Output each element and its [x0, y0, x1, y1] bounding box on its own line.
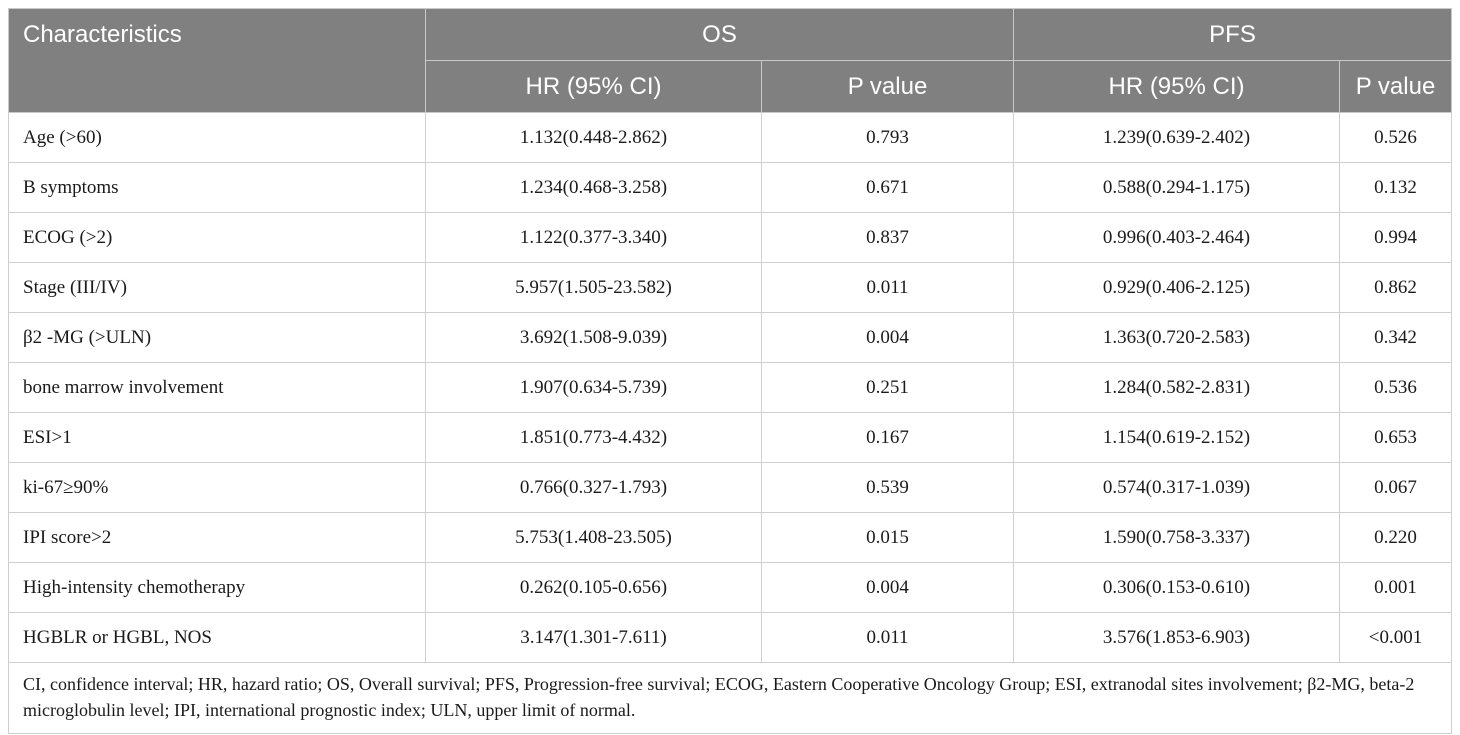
table-row — [9, 113, 1452, 163]
cell-characteristic: ESI>1 — [9, 413, 426, 463]
header-os-p: P value — [762, 61, 1014, 113]
cell-os-hr: 5.957(1.505-23.582) — [426, 263, 762, 313]
footnote: CI, confidence interval; HR, hazard ratio; OS, Overall survival; PFS, Progression-free survival; ECOG, Eastern Cooperative Oncology Group; ESI, extranodal sites involvement; β2-MG, beta-2 microglobulin level; IPI, international prognostic index; ULN, upper limit of normal. — [9, 663, 1452, 734]
cell-os-p: 0.011 — [762, 613, 1014, 663]
cell-pfs-p: 0.536 — [1340, 363, 1452, 413]
cell-pfs-p: 0.132 — [1340, 163, 1452, 213]
cell-os-p: 0.539 — [762, 463, 1014, 513]
cell-os-hr: 5.753(1.408-23.505) — [426, 513, 762, 563]
table-row — [9, 363, 1452, 413]
header-group-os: OS — [426, 9, 1014, 61]
cell-os-hr: 0.766(0.327-1.793) — [426, 463, 762, 513]
cell-characteristic: Age (>60) — [9, 113, 426, 163]
table-row — [9, 163, 1452, 213]
cell-characteristic: ECOG (>2) — [9, 213, 426, 263]
table-row — [9, 313, 1452, 363]
cell-pfs-p: 0.220 — [1340, 513, 1452, 563]
table-body — [9, 113, 1452, 663]
header-characteristics: Characteristics — [9, 9, 426, 113]
table-row — [9, 513, 1452, 563]
cell-characteristic: bone marrow involvement — [9, 363, 426, 413]
cell-os-hr: 3.147(1.301-7.611) — [426, 613, 762, 663]
cell-os-p: 0.251 — [762, 363, 1014, 413]
cell-os-hr: 1.234(0.468-3.258) — [426, 163, 762, 213]
cell-pfs-hr: 1.363(0.720-2.583) — [1014, 313, 1340, 363]
cell-pfs-p: 0.653 — [1340, 413, 1452, 463]
footnote-row — [9, 663, 1452, 734]
cell-os-p: 0.671 — [762, 163, 1014, 213]
table-footer — [9, 663, 1452, 734]
cell-pfs-p: 0.001 — [1340, 563, 1452, 613]
cell-os-p: 0.793 — [762, 113, 1014, 163]
cell-characteristic: β2 -MG (>ULN) — [9, 313, 426, 363]
table-row — [9, 213, 1452, 263]
table-row — [9, 613, 1452, 663]
cell-pfs-hr: 0.588(0.294-1.175) — [1014, 163, 1340, 213]
header-row-groups — [9, 9, 1452, 61]
table-row — [9, 563, 1452, 613]
header-group-pfs: PFS — [1014, 9, 1452, 61]
cell-os-p: 0.837 — [762, 213, 1014, 263]
table-row — [9, 263, 1452, 313]
cell-pfs-hr: 1.590(0.758-3.337) — [1014, 513, 1340, 563]
cell-characteristic: IPI score>2 — [9, 513, 426, 563]
cell-os-p: 0.004 — [762, 313, 1014, 363]
cell-os-p: 0.015 — [762, 513, 1014, 563]
cell-os-p: 0.167 — [762, 413, 1014, 463]
table-row — [9, 413, 1452, 463]
cell-characteristic: Stage (III/IV) — [9, 263, 426, 313]
header-pfs-p: P value — [1340, 61, 1452, 113]
table-header — [9, 9, 1452, 113]
cell-os-hr: 3.692(1.508-9.039) — [426, 313, 762, 363]
cell-pfs-p: 0.526 — [1340, 113, 1452, 163]
cell-os-hr: 1.907(0.634-5.739) — [426, 363, 762, 413]
cell-characteristic: High-intensity chemotherapy — [9, 563, 426, 613]
cell-characteristic: HGBLR or HGBL, NOS — [9, 613, 426, 663]
results-table-container — [8, 8, 1451, 734]
cell-os-hr: 1.132(0.448-2.862) — [426, 113, 762, 163]
cell-pfs-hr: 1.154(0.619-2.152) — [1014, 413, 1340, 463]
cell-characteristic: ki-67≥90% — [9, 463, 426, 513]
cell-os-hr: 1.851(0.773-4.432) — [426, 413, 762, 463]
header-os-hr: HR (95% CI) — [426, 61, 762, 113]
cox-regression-table — [8, 8, 1452, 734]
cell-pfs-hr: 0.929(0.406-2.125) — [1014, 263, 1340, 313]
cell-pfs-p: 0.994 — [1340, 213, 1452, 263]
cell-pfs-hr: 1.239(0.639-2.402) — [1014, 113, 1340, 163]
cell-pfs-hr: 0.996(0.403-2.464) — [1014, 213, 1340, 263]
cell-os-p: 0.011 — [762, 263, 1014, 313]
cell-pfs-hr: 0.574(0.317-1.039) — [1014, 463, 1340, 513]
cell-pfs-p: 0.342 — [1340, 313, 1452, 363]
cell-characteristic: B symptoms — [9, 163, 426, 213]
table-row — [9, 463, 1452, 513]
cell-pfs-p: <0.001 — [1340, 613, 1452, 663]
cell-pfs-p: 0.862 — [1340, 263, 1452, 313]
cell-os-hr: 0.262(0.105-0.656) — [426, 563, 762, 613]
cell-pfs-hr: 1.284(0.582-2.831) — [1014, 363, 1340, 413]
cell-os-hr: 1.122(0.377-3.340) — [426, 213, 762, 263]
cell-os-p: 0.004 — [762, 563, 1014, 613]
cell-pfs-hr: 0.306(0.153-0.610) — [1014, 563, 1340, 613]
header-pfs-hr: HR (95% CI) — [1014, 61, 1340, 113]
cell-pfs-hr: 3.576(1.853-6.903) — [1014, 613, 1340, 663]
cell-pfs-p: 0.067 — [1340, 463, 1452, 513]
